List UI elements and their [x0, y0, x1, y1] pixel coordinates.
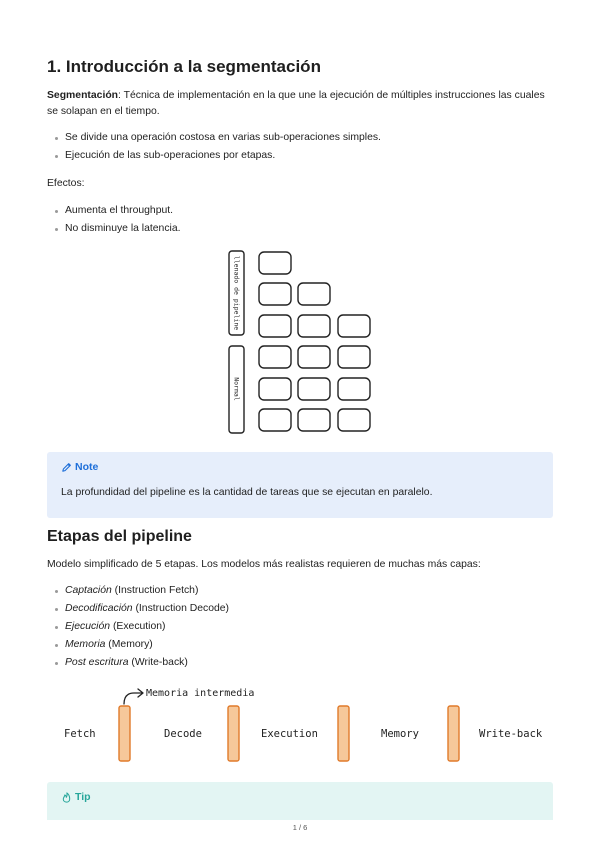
pipeline-stages-diagram: [52, 683, 548, 768]
list-item: [47, 583, 547, 601]
stage-detail: (Instruction Fetch): [111, 585, 199, 596]
arrow-icon: [124, 689, 143, 704]
stage-name: Ejecución: [65, 621, 111, 632]
stage-name: Post escritura: [65, 657, 129, 668]
intro-term: Segmentación: [47, 90, 119, 101]
list-item: [47, 619, 547, 637]
pipeline-fill-diagram: [227, 246, 387, 438]
pipeline-box: [338, 346, 370, 368]
pipeline-box: [259, 409, 291, 431]
modelo-paragraph: Modelo simplificado de 5 etapas. Los modelos más realistas requieren de muchas más capas:: [47, 559, 481, 570]
stage-name: Memoria: [65, 639, 106, 650]
list-item: [47, 601, 547, 619]
list-item: Aumenta el throughput.: [47, 203, 547, 221]
buffer-register: [448, 706, 459, 761]
tip-callout: [47, 782, 553, 820]
bullet-list-definition: [47, 130, 547, 166]
stage-label-memory: Memory: [381, 728, 419, 740]
note-callout: [47, 452, 553, 518]
pipeline-box: [298, 378, 330, 400]
stage-label-decode: Decode: [164, 728, 202, 740]
stage-label-fetch: Fetch: [64, 728, 96, 740]
list-item: [47, 655, 547, 673]
stage-detail: (Write-back): [128, 657, 188, 668]
stage-label-writeback: Write-back: [479, 728, 543, 740]
buffer-register: [228, 706, 239, 761]
pipeline-box: [298, 283, 330, 305]
pipeline-box: [338, 409, 370, 431]
pipeline-box: [298, 315, 330, 337]
buffer-register: [338, 706, 349, 761]
note-body: La profundidad del pipeline es la cantidad de tareas que se ejecutan en paralelo.: [61, 487, 433, 498]
flame-icon: [61, 792, 72, 803]
list-item: No disminuye la latencia.: [47, 221, 547, 239]
pipeline-box: [259, 378, 291, 400]
buffer-label: Memoria intermedia: [146, 688, 255, 699]
heading-introduccion: 1. Introducción a la segmentación: [47, 57, 321, 76]
pipeline-box: [259, 346, 291, 368]
pencil-icon: [61, 462, 72, 473]
pipeline-box: [298, 346, 330, 368]
list-item: Ejecución de las sub-operaciones por etapas.: [47, 148, 547, 166]
pipeline-box: [259, 283, 291, 305]
stage-detail: (Execution): [110, 621, 166, 632]
label-pipeline-fill: llenado de pipeline: [232, 255, 241, 331]
pipeline-box: [259, 252, 291, 274]
label-normal: Normal: [232, 377, 241, 401]
stage-detail: (Memory): [105, 639, 153, 650]
heading-etapas: Etapas del pipeline: [47, 528, 192, 545]
pipeline-box: [338, 378, 370, 400]
buffer-register: [119, 706, 130, 761]
efectos-label: Efectos:: [47, 178, 85, 189]
list-item: [47, 637, 547, 655]
intro-definition: : Técnica de implementación en la que une la ejecución de múltiples instrucciones las cuales se solapan en el tiempo.: [47, 90, 545, 117]
tip-title: [61, 791, 91, 803]
pipeline-box: [259, 315, 291, 337]
pipeline-box: [298, 409, 330, 431]
stage-name: Captación: [65, 585, 112, 596]
list-item: Se divide una operación costosa en varias sub-operaciones simples.: [47, 130, 547, 148]
bullet-list-efectos: [47, 203, 547, 239]
note-title-text: Note: [75, 461, 99, 473]
stage-label-execution: Execution: [261, 728, 318, 740]
bullet-list-stages: [47, 583, 547, 673]
tip-title-text: Tip: [75, 791, 91, 803]
note-title: [61, 461, 98, 473]
pipeline-box: [338, 315, 370, 337]
intro-paragraph: [47, 88, 547, 120]
stage-name: Decodificación: [65, 603, 133, 614]
page-number: 1 / 6: [292, 823, 308, 832]
stage-detail: (Instruction Decode): [132, 603, 230, 614]
